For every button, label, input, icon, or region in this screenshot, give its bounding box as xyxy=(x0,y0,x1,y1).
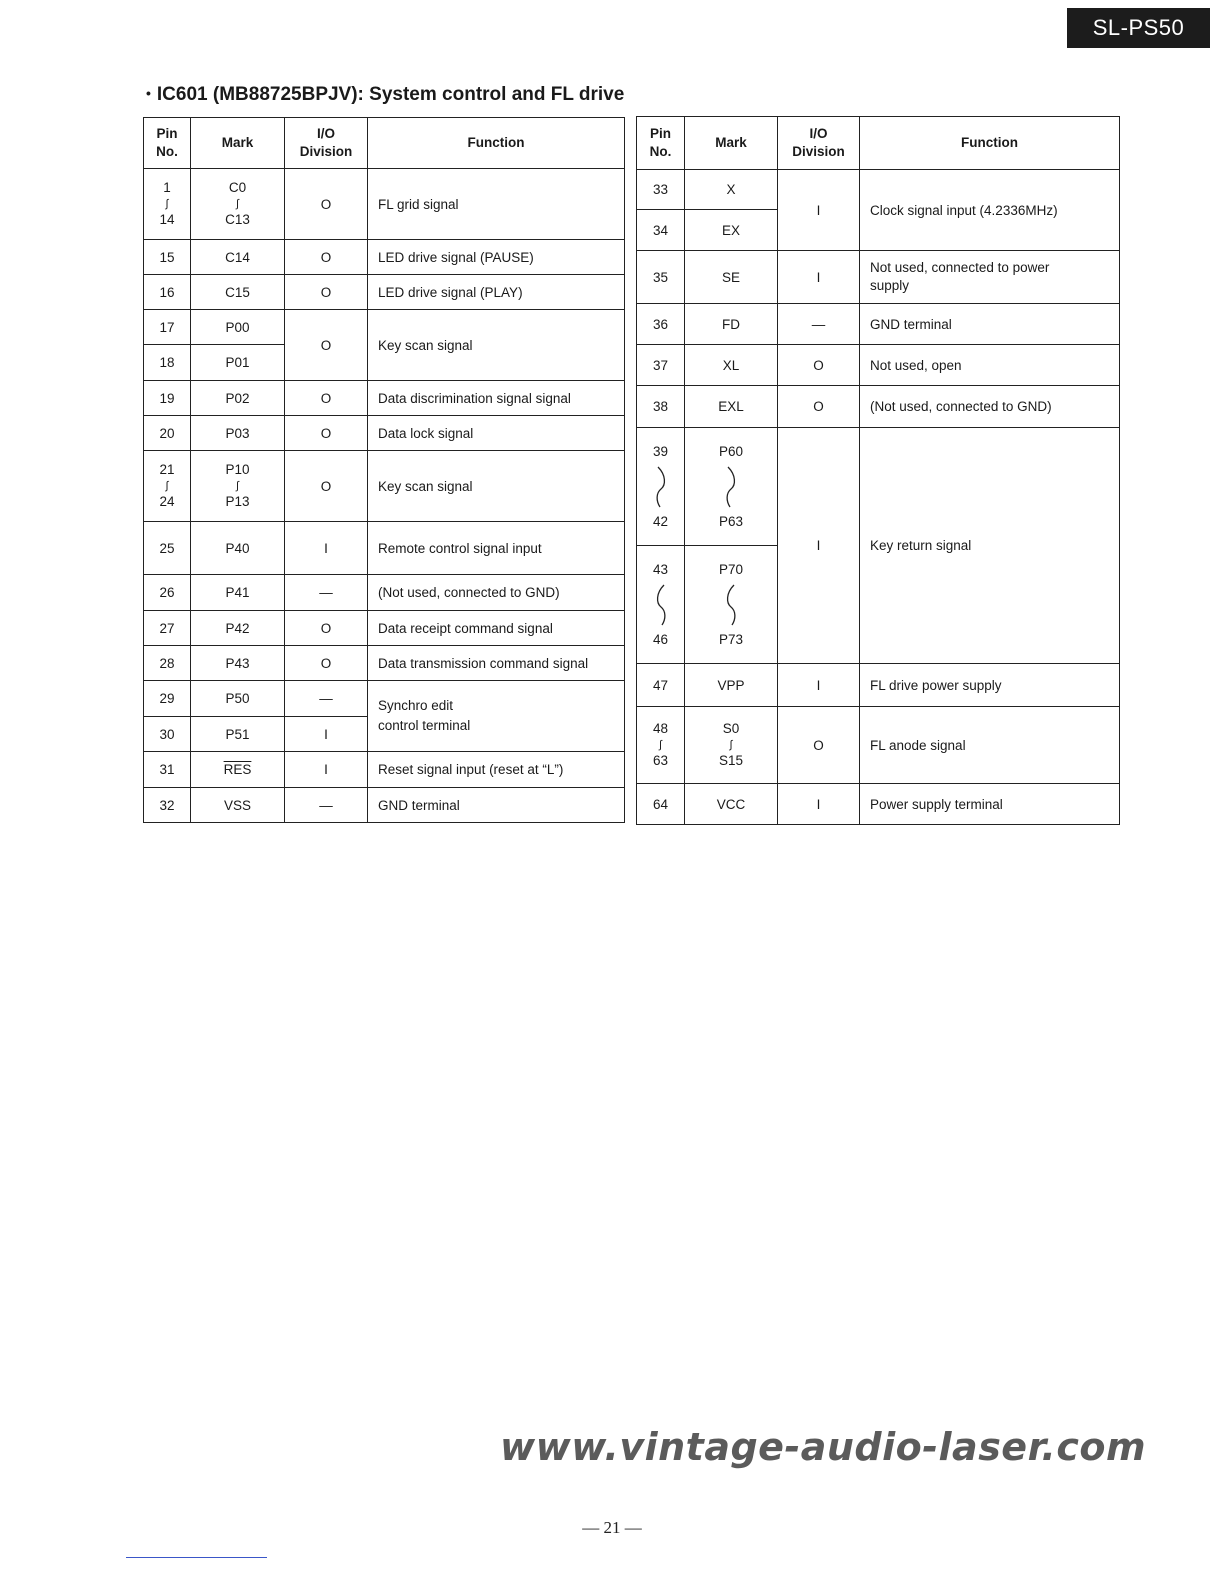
header-io-division: I/O Division xyxy=(778,117,860,170)
page-number: — 21 — xyxy=(582,1518,642,1537)
pin-cell: 36 xyxy=(637,304,685,345)
function-cell: (Not used, connected to GND) xyxy=(368,575,625,611)
table-row xyxy=(144,681,625,717)
mark-cell: FD xyxy=(685,304,778,345)
io-cell: O xyxy=(778,386,860,428)
mark-cell: P02 xyxy=(191,381,285,416)
header-pin-no: Pin No. xyxy=(144,118,191,169)
table-row xyxy=(144,575,625,611)
mark-cell: P51 xyxy=(191,717,285,752)
table-row xyxy=(144,310,625,345)
table-row xyxy=(637,784,1120,825)
mark-cell: X xyxy=(685,170,778,210)
io-cell: O xyxy=(285,275,368,310)
header-io-division: I/O Division xyxy=(285,118,368,169)
table-row xyxy=(144,381,625,416)
mark-cell: EXL xyxy=(685,386,778,428)
table-header-row xyxy=(144,118,625,169)
mark-cell: VCC xyxy=(685,784,778,825)
function-cell: Data receipt command signal xyxy=(368,611,625,646)
table-row xyxy=(144,451,625,522)
bullet-icon: • xyxy=(146,85,151,101)
function-cell: Key return signal xyxy=(860,428,1120,664)
pin-cell: 29 xyxy=(144,681,191,717)
mark-cell: S0 ∫ S15 xyxy=(685,707,778,784)
function-cell: Remote control signal input xyxy=(368,522,625,575)
function-cell: Clock signal input (4.2336MHz) xyxy=(860,170,1120,251)
mark-cell: VSS xyxy=(191,788,285,823)
pin-cell: 47 xyxy=(637,664,685,707)
mark-cell: P41 xyxy=(191,575,285,611)
mark-cell: P60 P63 xyxy=(685,428,778,546)
function-cell: LED drive signal (PAUSE) xyxy=(368,240,625,275)
mark-cell: P03 xyxy=(191,416,285,451)
function-cell: (Not used, connected to GND) xyxy=(860,386,1120,428)
function-cell: Reset signal input (reset at “L”) xyxy=(368,752,625,788)
mark-cell: P01 xyxy=(191,345,285,381)
io-cell: I xyxy=(285,522,368,575)
pin-table-left xyxy=(143,117,625,823)
table-row xyxy=(144,416,625,451)
mark-cell: XL xyxy=(685,345,778,386)
io-cell: I xyxy=(778,428,860,664)
mark-cell: P00 xyxy=(191,310,285,345)
io-cell: — xyxy=(285,681,368,717)
range-wave-icon xyxy=(724,465,738,509)
function-cell: Synchro edit control terminal xyxy=(368,681,625,752)
io-cell: O xyxy=(778,707,860,784)
pin-cell: 30 xyxy=(144,717,191,752)
io-cell: O xyxy=(778,345,860,386)
pin-cell: 17 xyxy=(144,310,191,345)
io-cell: I xyxy=(778,170,860,251)
pin-cell: 43 46 xyxy=(637,546,685,664)
table-row xyxy=(144,646,625,681)
mark-cell: P42 xyxy=(191,611,285,646)
io-cell: O xyxy=(285,416,368,451)
mark-cell: SE xyxy=(685,251,778,304)
mark-cell: C14 xyxy=(191,240,285,275)
pin-cell: 31 xyxy=(144,752,191,788)
pin-cell: 1 ∫ 14 xyxy=(144,169,191,240)
table-row xyxy=(144,752,625,788)
footer-divider xyxy=(126,1557,267,1558)
header-mark: Mark xyxy=(685,117,778,170)
website-watermark: www.vintage-audio-laser.com xyxy=(500,1425,1147,1469)
mark-cell: VPP xyxy=(685,664,778,707)
table-row xyxy=(637,345,1120,386)
io-cell: I xyxy=(778,251,860,304)
mark-cell: P43 xyxy=(191,646,285,681)
function-cell: Data transmission command signal xyxy=(368,646,625,681)
function-cell: LED drive signal (PLAY) xyxy=(368,275,625,310)
pin-cell: 20 xyxy=(144,416,191,451)
pin-cell: 21 ∫ 24 xyxy=(144,451,191,522)
pin-cell: 19 xyxy=(144,381,191,416)
pin-cell: 26 xyxy=(144,575,191,611)
table-row xyxy=(637,170,1120,210)
io-cell: O xyxy=(285,310,368,381)
table-row xyxy=(144,611,625,646)
pin-cell: 33 xyxy=(637,170,685,210)
io-cell: O xyxy=(285,240,368,275)
function-cell: Key scan signal xyxy=(368,451,625,522)
pin-cell: 64 xyxy=(637,784,685,825)
io-cell: O xyxy=(285,381,368,416)
table-row xyxy=(144,275,625,310)
pin-cell: 27 xyxy=(144,611,191,646)
pin-cell: 16 xyxy=(144,275,191,310)
table-row xyxy=(637,664,1120,707)
model-badge: SL-PS50 xyxy=(1067,8,1210,48)
range-wave-icon xyxy=(654,465,668,509)
table-header-row xyxy=(637,117,1120,170)
table-row xyxy=(144,522,625,575)
table-row xyxy=(637,386,1120,428)
pin-cell: 38 xyxy=(637,386,685,428)
io-cell: I xyxy=(778,664,860,707)
pin-cell: 34 xyxy=(637,210,685,251)
mark-cell: P50 xyxy=(191,681,285,717)
function-cell: FL grid signal xyxy=(368,169,625,240)
function-cell: Key scan signal xyxy=(368,310,625,381)
table-row xyxy=(637,251,1120,304)
io-cell: — xyxy=(285,788,368,823)
header-function: Function xyxy=(860,117,1120,170)
pin-cell: 48 ∫ 63 xyxy=(637,707,685,784)
io-cell: O xyxy=(285,611,368,646)
mark-cell: P70 P73 xyxy=(685,546,778,664)
pin-cell: 39 42 xyxy=(637,428,685,546)
header-mark: Mark xyxy=(191,118,285,169)
table-row xyxy=(144,169,625,240)
function-cell: GND terminal xyxy=(368,788,625,823)
io-cell: I xyxy=(778,784,860,825)
table-row xyxy=(637,428,1120,546)
range-wave-icon xyxy=(724,583,738,627)
function-cell: FL drive power supply xyxy=(860,664,1120,707)
mark-cell: C15 xyxy=(191,275,285,310)
mark-cell: C0 ∫ C13 xyxy=(191,169,285,240)
table-row xyxy=(144,240,625,275)
section-title-text: IC601 (MB88725BPJV): System control and FL drive xyxy=(156,84,625,105)
header-function: Function xyxy=(368,118,625,169)
io-cell: O xyxy=(285,646,368,681)
section-title xyxy=(146,84,624,106)
table-row xyxy=(637,304,1120,345)
pin-table-right xyxy=(636,116,1120,825)
mark-cell: P40 xyxy=(191,522,285,575)
function-cell: Data discrimination signal signal xyxy=(368,381,625,416)
pin-cell: 18 xyxy=(144,345,191,381)
pin-cell: 35 xyxy=(637,251,685,304)
mark-cell: $\overline{RES}$ xyxy=(191,752,285,788)
table-row xyxy=(637,707,1120,784)
io-cell: I xyxy=(285,752,368,788)
function-cell: Not used, open xyxy=(860,345,1120,386)
mark-cell: EX xyxy=(685,210,778,251)
io-cell: — xyxy=(285,575,368,611)
pin-cell: 32 xyxy=(144,788,191,823)
function-cell: GND terminal xyxy=(860,304,1120,345)
io-cell: O xyxy=(285,169,368,240)
io-cell: — xyxy=(778,304,860,345)
function-cell: FL anode signal xyxy=(860,707,1120,784)
table-row xyxy=(144,788,625,823)
function-cell: Power supply terminal xyxy=(860,784,1120,825)
range-wave-icon xyxy=(654,583,668,627)
mark-cell: P10 ∫ P13 xyxy=(191,451,285,522)
pin-cell: 25 xyxy=(144,522,191,575)
pin-cell: 15 xyxy=(144,240,191,275)
pin-cell: 28 xyxy=(144,646,191,681)
header-pin-no: Pin No. xyxy=(637,117,685,170)
pin-cell: 37 xyxy=(637,345,685,386)
io-cell: O xyxy=(285,451,368,522)
io-cell: I xyxy=(285,717,368,752)
function-cell: Not used, connected to power supply xyxy=(860,251,1120,304)
function-cell: Data lock signal xyxy=(368,416,625,451)
